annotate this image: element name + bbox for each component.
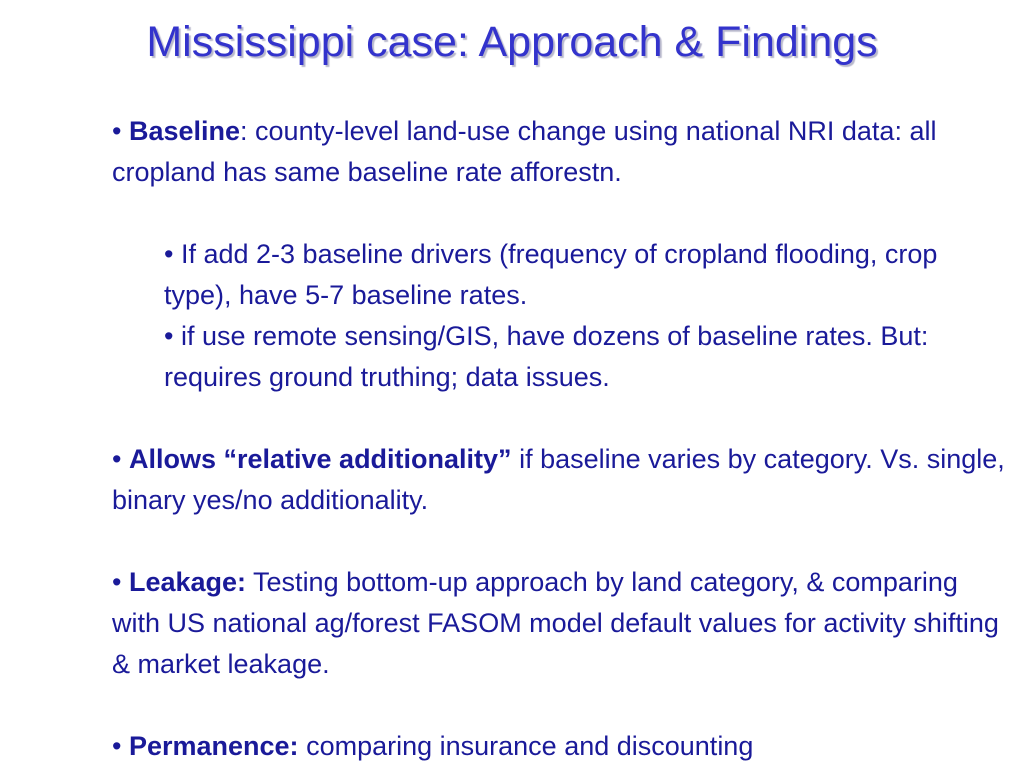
bullet-baseline-text: : county-level land-use change using national NRI data: all cropland has same baseline rate afforestn.: [112, 116, 937, 187]
bullet-permanence-text: comparing insurance and discounting: [298, 731, 754, 761]
spacer: [112, 685, 1012, 726]
bullet-additionality: [112, 439, 1012, 521]
sub-bullet-remote-sensing: [164, 316, 1012, 398]
spacer: [112, 521, 1012, 562]
bullet-additionality-text: if baseline varies by category. Vs. single, binary yes/no additionality.: [112, 444, 1005, 515]
bullet-leakage-text: Testing bottom-up approach by land category, & comparing with US national ag/forest FASOM model default values for activity shifting & market leakage.: [112, 567, 999, 679]
slide-title: Mississippi case: Approach & Findings: [146, 18, 878, 66]
bullet-leakage: [112, 562, 1012, 685]
bullet-marker: •: [164, 321, 181, 351]
bullet-permanence-label: Permanence:: [128, 731, 299, 761]
bullet-leakage-label: Leakage:: [128, 567, 247, 597]
bullet-marker: •: [112, 567, 129, 597]
bullet-baseline-label: Baseline: [128, 116, 241, 146]
bullet-additionality-label: Allows “relative additionality”: [128, 444, 512, 474]
bullet-marker: •: [112, 444, 129, 474]
sub-bullet-drivers-text: If add 2-3 baseline drivers (frequency of cropland flooding, crop type), have 5-7 baseline rates.: [164, 239, 938, 310]
bullet-marker: •: [112, 731, 129, 761]
spacer: [112, 193, 1012, 234]
sub-bullet-drivers: [164, 234, 1012, 316]
sub-bullet-remote-sensing-text: if use remote sensing/GIS, have dozens of baseline rates. But: requires ground truthing; data issues.: [164, 321, 929, 392]
bullet-marker: •: [164, 239, 181, 269]
slide-body: [112, 111, 1012, 767]
bullet-permanence: [112, 726, 1012, 767]
bullet-marker: •: [112, 116, 129, 146]
bullet-baseline: [112, 111, 1012, 193]
spacer: [112, 398, 1012, 439]
